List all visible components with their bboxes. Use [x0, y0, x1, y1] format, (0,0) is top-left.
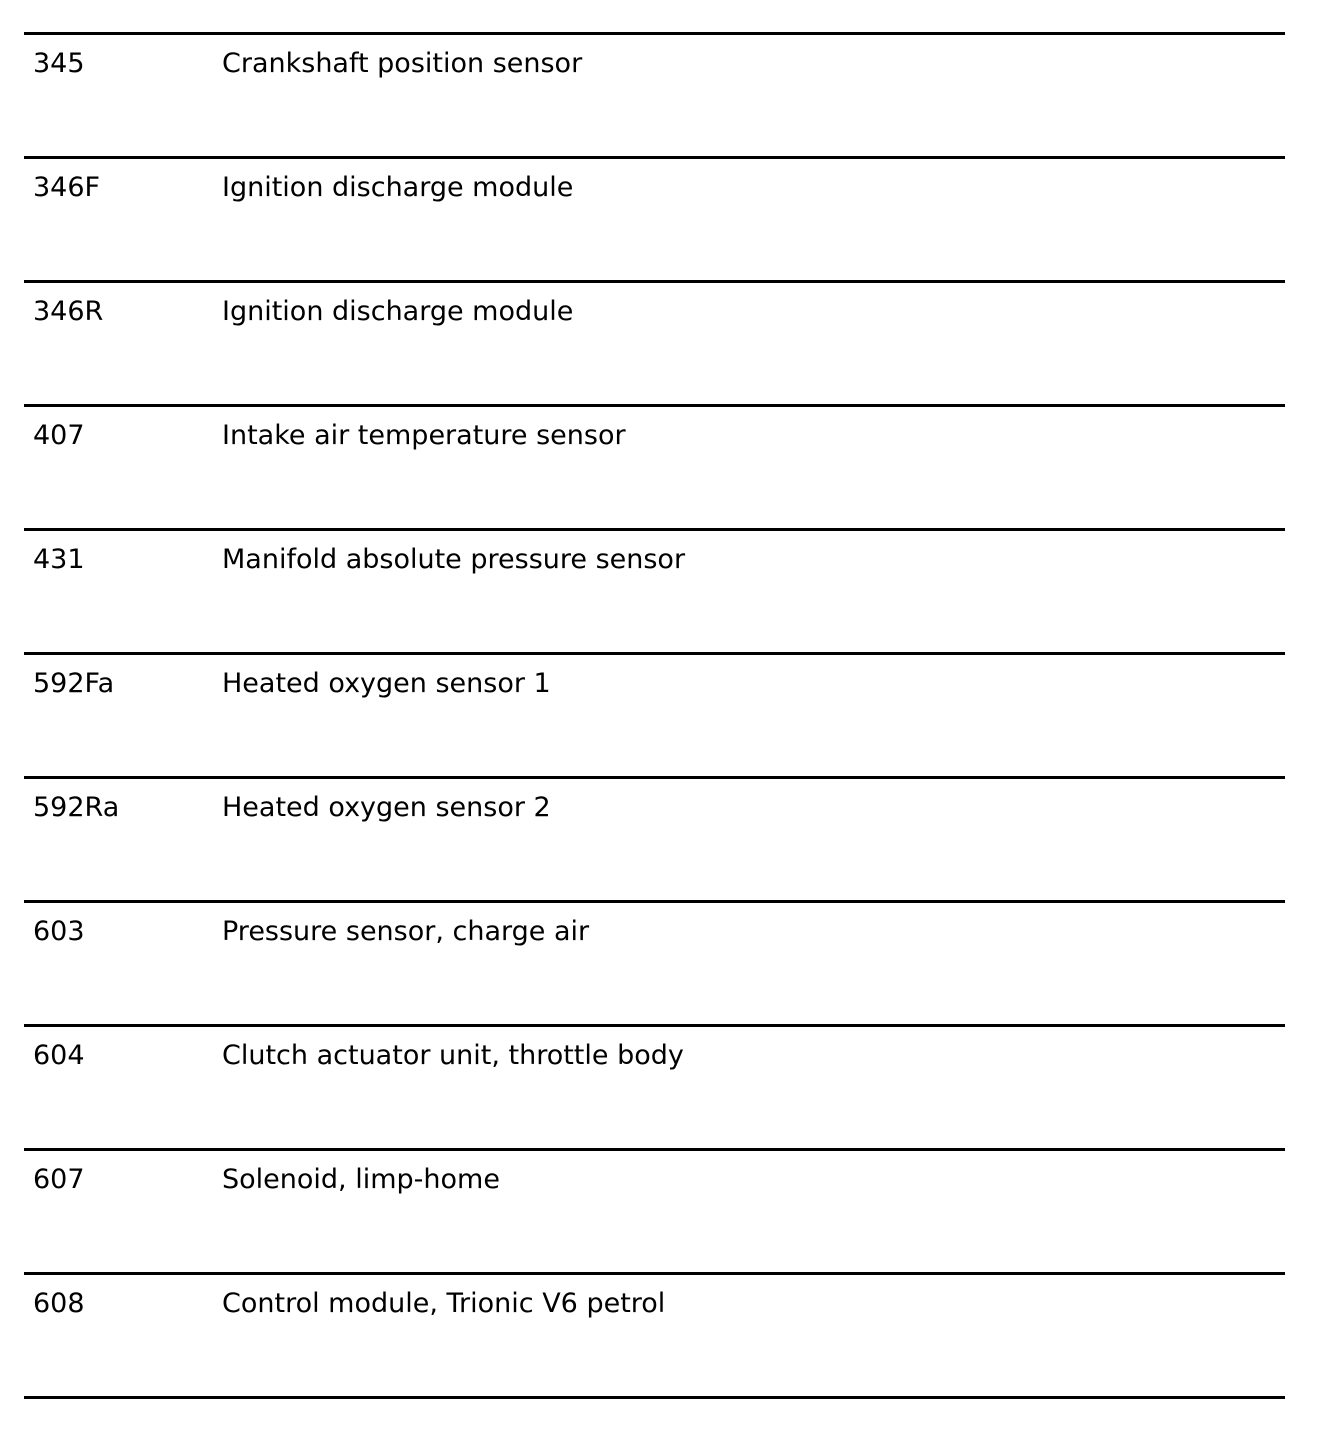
table-row	[24, 652, 1285, 776]
table-row	[24, 528, 1285, 652]
component-code: 604	[33, 1040, 85, 1071]
component-description: Intake air temperature sensor	[222, 420, 626, 451]
component-table	[24, 32, 1285, 1399]
table-row	[24, 156, 1285, 280]
component-code: 345	[33, 48, 85, 79]
table-row	[24, 1272, 1285, 1396]
table-row	[24, 32, 1285, 156]
component-description: Clutch actuator unit, throttle body	[222, 1040, 684, 1071]
component-description: Pressure sensor, charge air	[222, 916, 590, 947]
component-code: 346R	[33, 296, 104, 327]
table-row	[24, 900, 1285, 1024]
component-code: 431	[33, 544, 85, 575]
component-description: Control module, Trionic V6 petrol	[222, 1288, 666, 1319]
component-description: Ignition discharge module	[222, 172, 574, 203]
table-row	[24, 404, 1285, 528]
component-code: 603	[33, 916, 85, 947]
component-description: Solenoid, limp-home	[222, 1164, 500, 1195]
table-bottom-rule	[24, 1396, 1285, 1399]
component-description: Manifold absolute pressure sensor	[222, 544, 686, 575]
component-code: 346F	[33, 172, 101, 203]
table-row	[24, 1024, 1285, 1148]
table-row	[24, 776, 1285, 900]
component-code: 608	[33, 1288, 85, 1319]
table-row	[24, 280, 1285, 404]
component-description: Ignition discharge module	[222, 296, 574, 327]
component-description: Crankshaft position sensor	[222, 48, 583, 79]
table-row	[24, 1148, 1285, 1272]
component-code: 407	[33, 420, 85, 451]
component-code: 592Fa	[33, 668, 115, 699]
component-description: Heated oxygen sensor 2	[222, 792, 551, 823]
component-code: 607	[33, 1164, 85, 1195]
component-description: Heated oxygen sensor 1	[222, 668, 551, 699]
component-code: 592Ra	[33, 792, 120, 823]
